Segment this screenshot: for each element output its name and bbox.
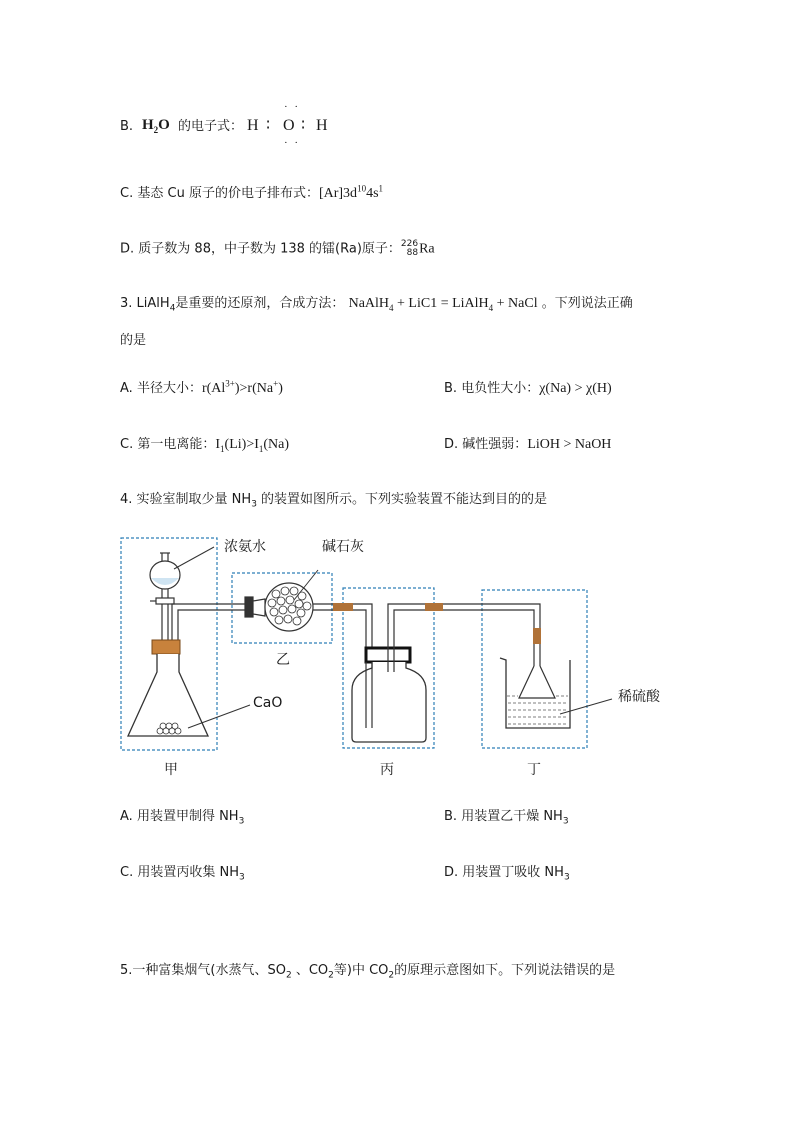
option-letter: A. <box>120 381 133 396</box>
label-soda-lime: 碱石灰 <box>322 539 364 555</box>
lewis-dots-bottom: · · <box>284 137 301 149</box>
flask-stopper <box>152 640 180 654</box>
text-segment: 用装置丁吸收 NH <box>462 865 564 880</box>
dilute-acid-liquid <box>507 696 568 724</box>
option-text <box>462 865 570 883</box>
text-segment: NaAlH <box>348 296 390 311</box>
lewis-colon-left: ∶ <box>266 117 271 134</box>
subscript: 2 <box>285 970 292 981</box>
q4-option-d[interactable] <box>444 864 570 882</box>
subscript: 3 <box>239 872 245 883</box>
option-text <box>136 809 245 827</box>
text-segment: I <box>215 437 221 452</box>
lewis-center-o: O <box>283 117 295 134</box>
text-segment: ) <box>278 381 283 396</box>
caption-ding: 丁 <box>527 762 541 778</box>
q4-option-a[interactable] <box>120 808 244 826</box>
option-label: 碱性强弱： <box>462 437 528 452</box>
superscript: 1 <box>378 183 384 194</box>
superscript: + <box>273 378 279 389</box>
option-label: 半径大小： <box>136 381 202 396</box>
subscript: 2 <box>388 970 395 981</box>
text-segment: [Ar]3d <box>318 186 358 201</box>
option-letter: C. <box>120 865 134 880</box>
option-letter: D. <box>444 437 459 452</box>
rubber-connector-1 <box>333 603 353 611</box>
text-segment: χ(Na) > χ(H) <box>539 381 612 396</box>
beaker <box>500 658 570 728</box>
text-segment: (Li)>I <box>224 437 259 452</box>
text-segment: + NaCl <box>493 296 538 311</box>
text-segment: 实验室制取少量 NH <box>136 492 252 507</box>
text-segment: O <box>158 117 170 133</box>
subscript: 1 <box>258 443 264 454</box>
q5-stem <box>120 962 615 980</box>
option-label: 第一电离能： <box>137 437 216 452</box>
delivery-tube-3 <box>388 604 540 640</box>
q2-b-text: 的电子式： <box>178 119 244 134</box>
text-segment: 用装置丙收集 NH <box>137 865 239 880</box>
q2-c-text: 基态 Cu 原子的价电子排布式： <box>137 186 319 201</box>
text-segment: 等)中 CO <box>333 963 389 978</box>
subscript: 1 <box>220 443 225 454</box>
option-letter: B. <box>120 119 134 134</box>
text-segment: + LiC1 = LiAlH <box>393 296 489 311</box>
label-acid: 稀硫酸 <box>618 689 660 705</box>
text-segment: LiOH > NaOH <box>527 437 612 452</box>
subscript: 3 <box>562 816 569 827</box>
option-label: 电负性大小： <box>461 381 540 396</box>
q4-option-c[interactable] <box>120 864 245 882</box>
text-segment: 4s <box>366 186 379 201</box>
q3-stem-cont: 的是 <box>120 333 147 348</box>
superscript: 3+ <box>225 378 235 389</box>
label-cao: CaO <box>253 695 283 711</box>
text-segment: 5.一种富集烟气(水蒸气、SO <box>120 963 286 978</box>
option-letter: B. <box>444 381 458 396</box>
lewis-left-h: H <box>247 117 259 134</box>
option-letter: C. <box>120 437 134 452</box>
text-segment: r <box>201 381 207 396</box>
option-letter: D. <box>120 241 135 257</box>
text-segment: )>r <box>234 381 253 396</box>
text-segment: 用装置乙干燥 NH <box>461 809 563 824</box>
subscript: 2 <box>153 125 159 135</box>
caption-yi: 乙 <box>276 652 290 668</box>
subscript: 4 <box>169 303 176 314</box>
caption-bing: 丙 <box>380 762 394 778</box>
text-segment: (Na) <box>263 437 290 452</box>
collection-bottle <box>352 662 426 742</box>
lewis-right-h: H <box>316 117 328 134</box>
option-letter: B. <box>444 809 458 824</box>
caption-jia: 甲 <box>164 762 178 778</box>
text-segment: 、CO <box>291 963 329 978</box>
subscript: 3 <box>238 816 245 827</box>
text-segment: LiAlH <box>136 296 170 311</box>
text-segment: H <box>142 117 154 133</box>
option-letter: C. <box>120 186 134 201</box>
dropping-funnel <box>150 553 180 640</box>
label-ammonia: 浓氨水 <box>224 539 266 555</box>
option-text <box>461 809 569 827</box>
question-number: 4. <box>120 492 133 507</box>
option-letter: D. <box>444 865 459 880</box>
q3-stem-b: 。下列说法正确 <box>541 296 633 311</box>
superscript: 10 <box>357 183 367 194</box>
rubber-connector-2 <box>425 603 443 611</box>
subscript: 3 <box>251 499 257 510</box>
text-segment: 的原理示意图如下。下列说法错误的是 <box>394 963 616 978</box>
subscript: 3 <box>563 872 570 883</box>
cao-pellets <box>157 723 181 734</box>
subscript: 2 <box>328 970 334 981</box>
subscript: 4 <box>389 302 394 313</box>
rubber-connector-3 <box>533 628 541 644</box>
q4-option-b[interactable] <box>444 808 569 826</box>
option-letter: A. <box>120 809 133 824</box>
text-segment: 用装置甲制得 NH <box>136 809 239 824</box>
question-number: 3. <box>120 296 133 311</box>
text-segment: (Al <box>206 381 226 396</box>
delivery-tube-1 <box>172 604 245 640</box>
text-segment: (Na <box>252 381 274 396</box>
text-segment: 的装置如图所示。下列实验装置不能达到目的的是 <box>256 492 548 507</box>
atomic-number: 88 <box>406 248 419 258</box>
option-text <box>137 865 245 883</box>
text-segment: 是重要的还原剂，合成方法： <box>175 296 345 311</box>
inverted-funnel <box>519 644 555 698</box>
lewis-dots-top: · · <box>284 101 301 113</box>
mass-number: 226 <box>400 239 419 249</box>
lewis-colon-right: ∶ <box>301 117 306 134</box>
subscript: 4 <box>488 302 494 313</box>
q2-d-text: 质子数为 88，中子数为 138 的镭(Ra)原子： <box>138 241 401 257</box>
element-symbol: Ra <box>419 241 435 257</box>
